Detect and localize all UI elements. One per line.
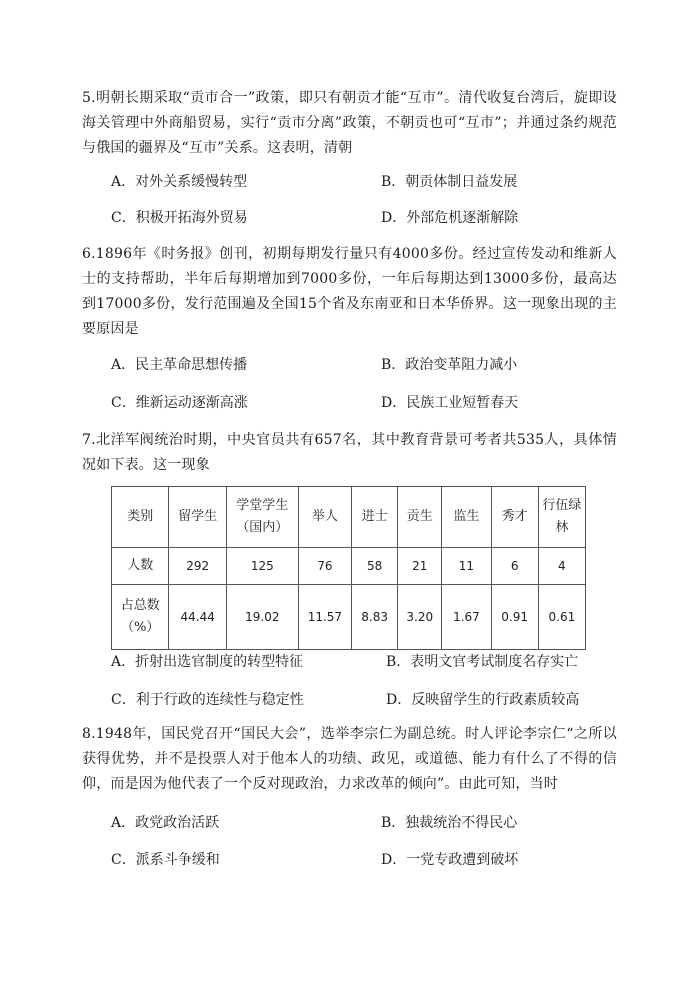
table-header-cell: 贡生 [398,487,442,548]
table-cell: 21 [398,548,442,585]
table-cell: 8.83 [352,585,398,650]
table-header-cell: 举人 [298,487,351,548]
table-cell: 76 [298,548,351,585]
question-8-option-c: C．派系斗争缓和 [111,852,220,868]
question-7-option-b: B．表明文官考试制度名存实亡 [386,654,579,670]
table-header-cell: 类别 [112,487,169,548]
table-cell: 292 [169,548,226,585]
table-header-cell: 秀才 [491,487,538,548]
question-5-option-a: A．对外关系缓慢转型 [111,174,248,190]
question-5-option-c: C．积极开拓海外贸易 [111,210,248,226]
question-7-option-a: A．折射出选官制度的转型特征 [111,654,304,670]
question-6-option-b: B．政治变革阻力减小 [381,357,518,373]
question-6-option-d: D．民族工业短暂春天 [381,395,519,411]
table-row [112,548,586,585]
table-cell: 人数 [112,548,169,585]
table-cell: 占总数（%） [112,585,169,650]
table-header-cell: 监生 [442,487,491,548]
table-cell: 1.67 [442,585,491,650]
question-8-option-b: B．独裁统治不得民心 [381,815,518,831]
table-cell: 58 [352,548,398,585]
table-cell: 3.20 [398,585,442,650]
question-8-option-d: D．一党专政遭到破坏 [381,852,519,868]
table-cell: 125 [226,548,298,585]
officials-education-table [111,486,586,650]
table-cell: 11.57 [298,585,351,650]
table-cell: 0.91 [491,585,538,650]
table-cell: 19.02 [226,585,298,650]
table-cell: 6 [491,548,538,585]
table-row [112,585,586,650]
table-header-row [112,487,586,548]
question-6-option-a: A．民主革命思想传播 [111,357,248,373]
table-cell: 44.44 [169,585,226,650]
question-7-option-d: D．反映留学生的行政素质较高 [386,692,580,708]
table-cell: 4 [538,548,585,585]
table-cell: 11 [442,548,491,585]
table-header-cell: 进士 [352,487,398,548]
question-7-option-c: C．利于行政的连续性与稳定性 [111,692,304,708]
question-5-option-d: D．外部危机逐渐解除 [381,210,519,226]
question-8-option-a: A．政党政治活跃 [111,815,220,831]
question-5-stem: 5.明朝长期采取“贡市合一”政策，即只有朝贡才能“互市”。清代收复台湾后，旋即设海关管理中外商船贸易，实行“贡市分离”政策，不朝贡也可“互市”；并通过条约规范与俄国的疆界及“互市”关系。这表明，清朝 [82,90,617,156]
table-header-cell: 学堂学生（国内） [226,487,298,548]
table-header-cell: 行伍绿林 [538,487,585,548]
question-5-option-b: B．朝贡体制日益发展 [381,174,518,190]
question-6-stem: 6.1896年《时务报》创刊，初期每期发行量只有4000多份。经过宣传发动和维新人士的支持帮助，半年后每期增加到7000多份，一年后每期达到13000多份，最高达到17000多份，发行范围遍及全国15个省及东南亚和日本华侨界。这一现象出现的主要原因是 [82,246,617,337]
table-header-cell: 留学生 [169,487,226,548]
question-6-option-c: C．维新运动逐渐高涨 [111,395,248,411]
question-7-stem: 7.北洋军阀统治时期，中央官员共有657名，其中教育背景可考者共535人，具体情况如下表。这一现象 [82,432,617,473]
table-cell: 0.61 [538,585,585,650]
question-8-stem: 8.1948年，国民党召开“国民大会”，选举李宗仁为副总统。时人评论李宗仁“之所以获得优势，并不是投票人对于他本人的功绩、政见，或道德、能力有什么了不得的信仰，而是因为他代表了一个反对现政治，力求改革的倾向”。由此可知，当时 [82,726,617,792]
